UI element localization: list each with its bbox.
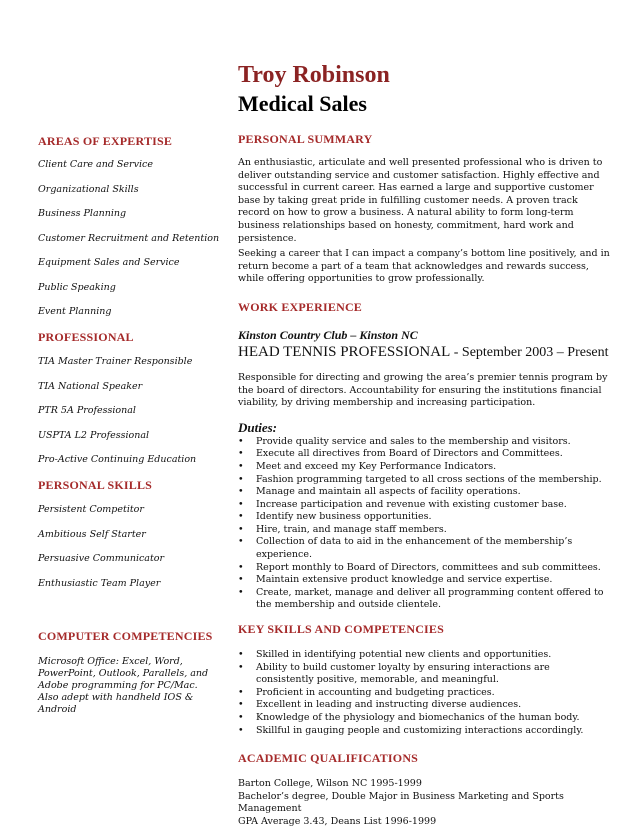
summary-heading: PERSONAL SUMMARY	[238, 132, 373, 146]
computer-heading: COMPUTER COMPETENCIES	[38, 628, 213, 643]
list-item: • Skilled in identifying potential new clients and opportunities.	[238, 649, 610, 662]
list-item: Client Care and Service	[38, 159, 153, 170]
skills-list	[238, 649, 610, 737]
list-item: • Increase participation and revenue with existing customer base.	[238, 499, 610, 512]
list-item: • Ability to build customer loyalty by ensuring interactions are consistently positive, memorable, and meaningful.	[238, 662, 610, 687]
list-item: USPTA L2 Professional	[38, 429, 150, 441]
list-item: Pro-Active Continuing Education	[38, 454, 197, 465]
list-item: Public Speaking	[38, 281, 116, 293]
list-item: • Skillful in gauging people and customizing interactions accordingly.	[238, 725, 610, 738]
professional-heading: PROFESSIONAL	[38, 330, 134, 344]
text-line: Bachelor’s degree, Double Major in Business Marketing and Sports Management	[238, 790, 564, 815]
list-item: • Hire, train, and manage staff members.	[238, 524, 610, 537]
list-item: Enthusiastic Team Player	[38, 577, 161, 589]
list-item: • Knowledge of the physiology and biomechanics of the human body.	[238, 712, 610, 725]
list-item: • Manage and maintain all aspects of facility operations.	[238, 486, 610, 499]
list-item: • Meet and exceed my Key Performance Indicators.	[238, 461, 610, 474]
list-item: Organizational Skills	[38, 183, 139, 195]
list-item: TIA National Speaker	[38, 380, 143, 392]
personal-skills-list	[38, 504, 228, 590]
text-line: Microsoft Office: Excel, Word,	[38, 655, 183, 667]
academic-heading: ACADEMIC QUALIFICATIONS	[238, 751, 419, 766]
list-item: • Provide quality service and sales to the membership and visitors.	[238, 436, 610, 449]
candidate-name: Troy Robinson	[238, 62, 390, 88]
text-line: Adobe programming for PC/Mac.	[38, 679, 198, 691]
text-line: Also adept with handheld IOS & Android	[38, 691, 194, 715]
list-item: Ambitious Self Starter	[38, 528, 146, 540]
list-item: Equipment Sales and Service	[38, 257, 180, 268]
list-item: Persistent Competitor	[38, 504, 144, 515]
duties-heading: Duties:	[238, 419, 277, 435]
list-item: • Report monthly to Board of Directors, committees and sub committees.	[238, 562, 610, 575]
personal-skills-heading: PERSONAL SKILLS	[38, 478, 153, 492]
list-item: Customer Recruitment and Retention	[38, 232, 220, 244]
list-item: • Collection of data to aid in the enhancement of the membership’s experience.	[238, 536, 610, 561]
text-line: GPA Average 3.43, Deans List 1996-1999	[238, 815, 437, 827]
list-item: • Proficient in accounting and budgeting practices.	[238, 687, 610, 700]
expertise-list	[38, 159, 228, 318]
job-line	[238, 343, 610, 362]
right-column	[238, 60, 610, 829]
candidate-role: Medical Sales	[238, 91, 367, 116]
professional-list	[38, 356, 228, 466]
job-description: Responsible for directing and growing the area’s premier tennis program by the board of directors. Accountability for ensuring the institutions financial viability, by driving membership and increasing participation.	[238, 371, 608, 409]
left-column	[38, 130, 228, 716]
list-item: Event Planning	[38, 306, 112, 317]
text-line: PowerPoint, Outlook, Parallels, and	[38, 667, 209, 679]
summary-paragraph: Seeking a career that I can impact a company’s bottom line positively, and in return become a part of a team that acknowledges and rewards success, while offering opportunities to grow professionally.	[238, 248, 610, 285]
list-item: TIA Master Trainer Responsible	[38, 356, 193, 367]
job-dates: - September 2003 – Present	[450, 344, 609, 360]
job-title: HEAD TENNIS PROFESSIONAL	[238, 343, 451, 360]
list-item: Business Planning	[38, 208, 127, 219]
list-item: Persuasive Communicator	[38, 553, 165, 564]
employer: Kinston Country Club – Kinston NC	[238, 327, 418, 342]
text-line: Barton College, Wilson NC 1995-1999	[238, 778, 422, 790]
list-item: • Execute all directives from Board of Directors and Committees.	[238, 448, 610, 461]
list-item: • Create, market, manage and deliver all programming content offered to the membership and outside clientele.	[238, 587, 610, 612]
list-item: • Identify new business opportunities.	[238, 511, 610, 524]
work-heading: WORK EXPERIENCE	[238, 299, 363, 314]
list-item: • Maintain extensive product knowledge and service expertise.	[238, 574, 610, 587]
computer-text	[38, 656, 228, 716]
list-item: PTR 5A Professional	[38, 405, 136, 416]
list-item: • Fashion programming targeted to all cross sections of the membership.	[238, 474, 610, 487]
academic-text	[238, 778, 610, 828]
expertise-heading: AREAS OF EXPERTISE	[38, 134, 173, 148]
skills-heading: KEY SKILLS AND COMPETENCIES	[238, 622, 445, 637]
list-item: • Excellent in leading and instructing diverse audiences.	[238, 699, 610, 712]
duties-list	[238, 436, 610, 612]
summary-paragraph: An enthusiastic, articulate and well presented professional who is driven to deliver outstanding service and customer satisfaction. Highly effective and successful in current career. Has earned a large and supportive customer base by taking great pride in fulfilling customer needs. A proven track record on how to grow a business. A natural ability to form long-term business relationships based on honesty, commitment, hard work and persistence.	[238, 157, 603, 244]
